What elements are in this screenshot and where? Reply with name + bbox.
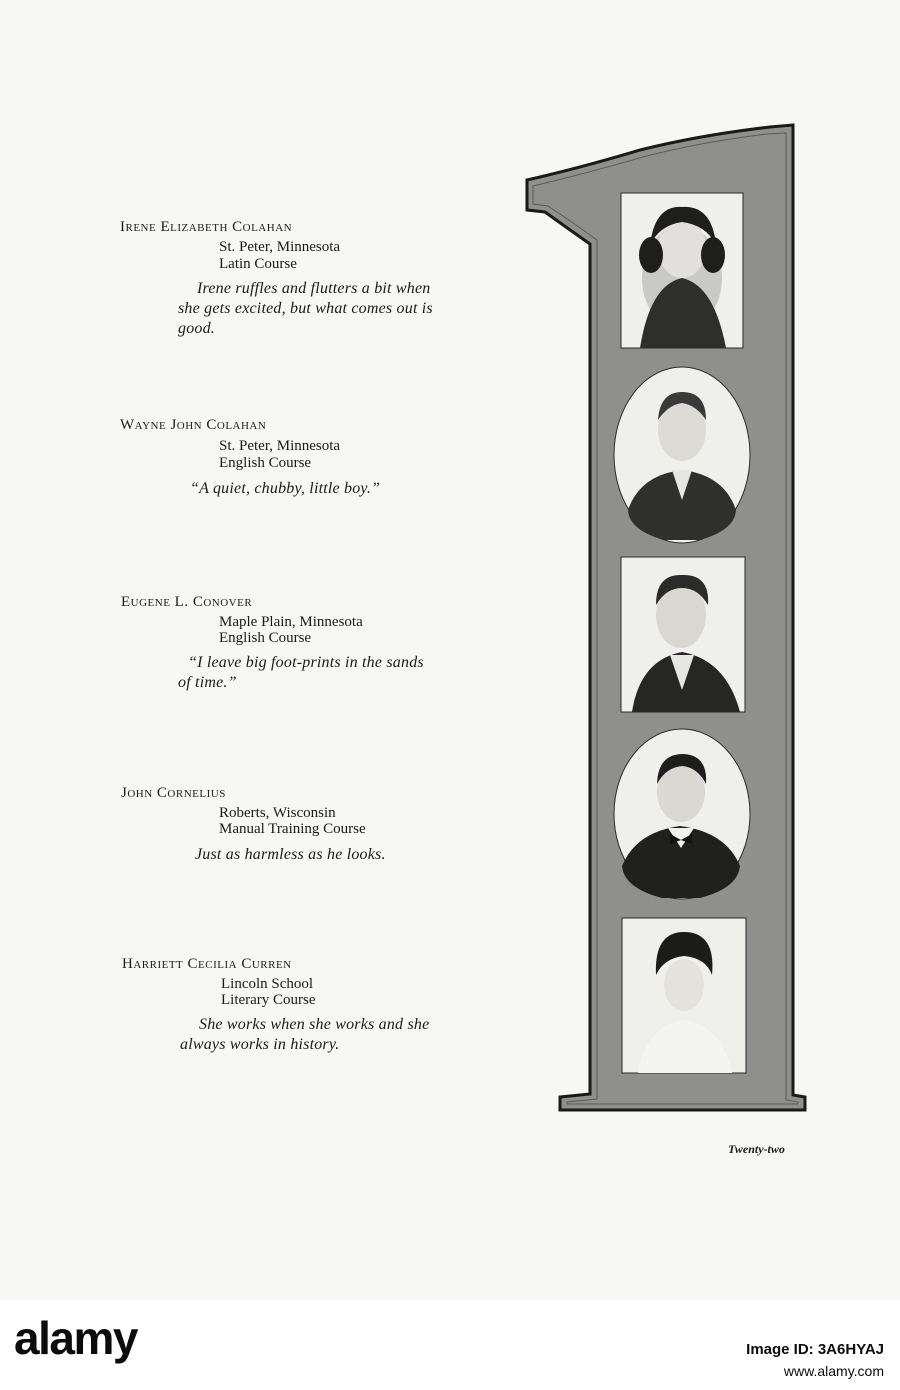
student-course: English Course [219, 455, 312, 471]
page-number: Twenty-two [728, 1142, 785, 1156]
student-name: John Cornelius [121, 785, 226, 801]
portrait-wayne-colahan [614, 367, 750, 543]
student-quote-line: Irene ruffles and flutters a bit when [197, 280, 431, 297]
portrait-eugene-conover [621, 557, 745, 712]
student-name: Eugene L. Conover [121, 594, 253, 610]
student-quote-line: of time.” [178, 674, 237, 691]
student-course: Literary Course [221, 992, 316, 1008]
student-name: Irene Elizabeth Colahan [120, 219, 293, 235]
portrait-john-cornelius [614, 729, 750, 899]
student-quote-line: She works when she works and she [199, 1016, 430, 1033]
student-name: Wayne John Colahan [120, 417, 267, 433]
student-quote-line: “A quiet, chubby, little boy.” [190, 480, 381, 497]
student-hometown: Roberts, Wisconsin [219, 805, 336, 821]
portrait-irene-colahan [621, 193, 743, 348]
portrait-harriett-curren [622, 918, 746, 1073]
student-hometown: Lincoln School [221, 976, 314, 992]
student-course: Latin Course [219, 256, 297, 272]
student-quote-line: good. [178, 320, 215, 337]
student-quote-line: “I leave big foot-prints in the sands [188, 654, 424, 671]
student-hometown: Maple Plain, Minnesota [219, 614, 363, 630]
student-quote-line: always works in history. [180, 1036, 340, 1053]
stock-site-url: www.alamy.com [783, 1363, 884, 1379]
student-name: Harriett Cecilia Curren [122, 956, 292, 972]
student-quote-line: Just as harmless as he looks. [195, 846, 386, 863]
student-quote-line: she gets excited, but what comes out is [178, 300, 433, 317]
image-id-label: Image ID: 3A6HYAJ [746, 1341, 884, 1358]
student-course: English Course [219, 630, 312, 646]
student-hometown: St. Peter, Minnesota [219, 438, 341, 454]
student-course: Manual Training Course [219, 821, 366, 837]
student-hometown: St. Peter, Minnesota [219, 239, 341, 255]
stock-logo: alamy [14, 1312, 137, 1364]
